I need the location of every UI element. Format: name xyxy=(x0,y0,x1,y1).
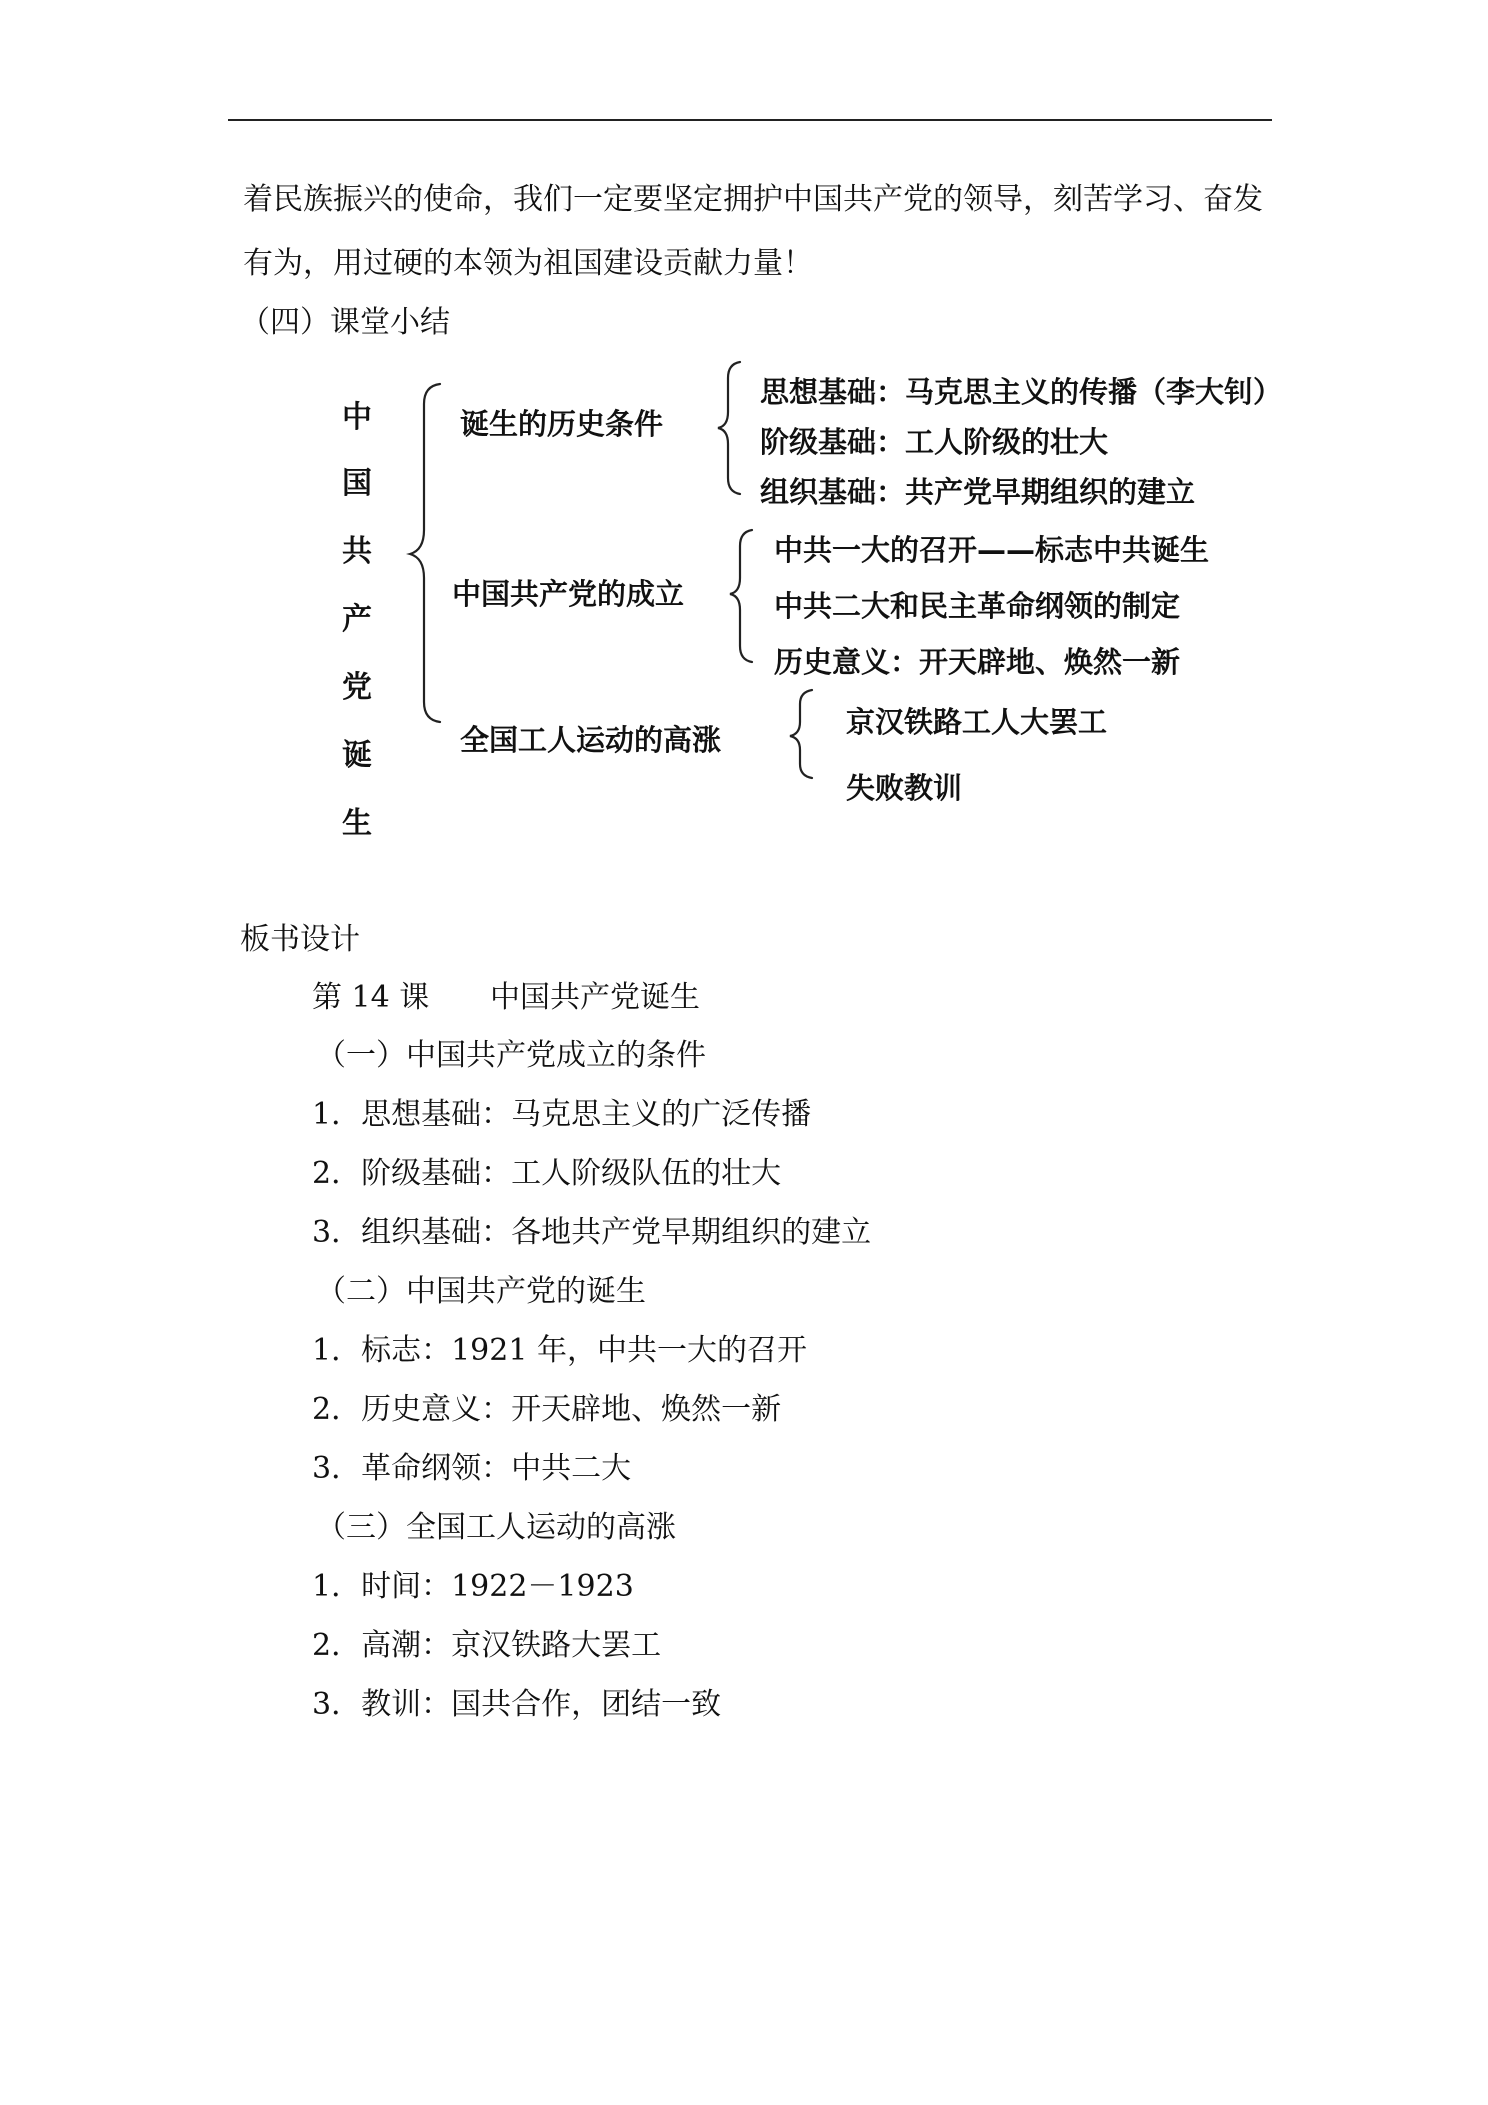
branch-3-brace xyxy=(790,690,812,778)
board-line: 1．标志：1921 年，中共一大的召开 xyxy=(312,1333,807,1368)
branch-item: 失败教训 xyxy=(846,771,963,805)
branch-item: 京汉铁路工人大罢工 xyxy=(846,705,1108,739)
root-char: 中 xyxy=(342,400,372,435)
root-char: 党 xyxy=(342,670,372,705)
branch-item: 中共二大和民主革命纲领的制定 xyxy=(774,589,1181,623)
root-char: 国 xyxy=(342,466,372,501)
header-rule xyxy=(228,119,1272,121)
board-line: 2．阶级基础：工人阶级队伍的壮大 xyxy=(312,1156,782,1191)
continuation-line-1: 着民族振兴的使命，我们一定要坚定拥护中国共产党的领导，刻苦学习、奋发 xyxy=(243,182,1263,217)
branch-item: 历史意义：开天辟地、焕然一新 xyxy=(774,645,1181,679)
branch-1-brace xyxy=(718,362,740,494)
board-line: 2．高潮：京汉铁路大罢工 xyxy=(312,1628,662,1663)
lesson-number: 第 14 课 xyxy=(312,980,430,1015)
board-line: 3．革命纲领：中共二大 xyxy=(312,1451,632,1486)
board-line: 2．历史意义：开天辟地、焕然一新 xyxy=(312,1392,782,1427)
branch-label: 诞生的历史条件 xyxy=(460,407,664,441)
root-brace xyxy=(410,384,440,722)
root-char: 诞 xyxy=(342,738,372,773)
board-line: 3．教训：国共合作，团结一致 xyxy=(312,1687,722,1722)
branch-label: 中国共产党的成立 xyxy=(452,577,685,611)
branch-item: 思想基础：马克思主义的传播（李大钊） xyxy=(760,375,1283,409)
branch-2-brace xyxy=(730,530,752,662)
summary-heading: （四）课堂小结 xyxy=(240,305,450,340)
branch-item: 组织基础：共产党早期组织的建立 xyxy=(760,475,1196,509)
branch-item: 中共一大的召开——标志中共诞生 xyxy=(774,533,1210,567)
board-line: （二）中国共产党的诞生 xyxy=(316,1274,646,1309)
branch-label: 全国工人运动的高涨 xyxy=(460,723,722,757)
branch-item: 阶级基础：工人阶级的壮大 xyxy=(760,425,1109,459)
mindmap-braces xyxy=(0,0,1488,880)
root-char: 产 xyxy=(342,602,372,637)
board-line: 3．组织基础：各地共产党早期组织的建立 xyxy=(312,1215,872,1250)
board-heading: 板书设计 xyxy=(240,922,360,957)
board-line: 1．时间：1922－1923 xyxy=(312,1569,634,1604)
root-char: 共 xyxy=(342,534,372,569)
root-char: 生 xyxy=(342,806,372,841)
board-line: （一）中国共产党成立的条件 xyxy=(316,1038,706,1073)
continuation-line-2: 有为，用过硬的本领为祖国建设贡献力量！ xyxy=(243,246,813,281)
board-line: （三）全国工人运动的高涨 xyxy=(316,1510,676,1545)
lesson-title: 中国共产党诞生 xyxy=(490,980,700,1015)
board-line: 1．思想基础：马克思主义的广泛传播 xyxy=(312,1097,812,1132)
